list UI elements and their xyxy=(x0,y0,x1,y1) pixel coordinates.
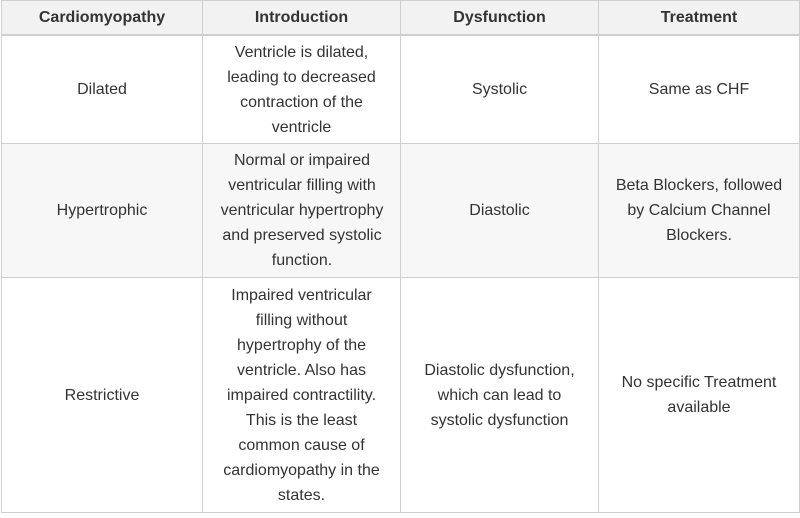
table-row xyxy=(2,35,800,144)
header-cardiomyopathy: Cardiomyopathy xyxy=(2,1,203,36)
cell-introduction xyxy=(203,144,401,278)
cell-introduction xyxy=(203,35,401,144)
cell-dysfunction: Systolic xyxy=(401,35,599,144)
header-introduction: Introduction xyxy=(203,1,401,36)
cell-treatment: Same as CHF xyxy=(599,35,800,144)
treatment-text: No specific Treatment available xyxy=(621,374,777,416)
introduction-text: Impaired ventricular filling without hypertrophy of the ventricle. Also has impaired contractility. This is the least common cause of cardiomyopathy in the states. xyxy=(223,286,380,504)
cell-dysfunction xyxy=(401,278,599,513)
header-row xyxy=(2,1,800,36)
cell-dysfunction: Diastolic xyxy=(401,144,599,278)
cell-type: Restrictive xyxy=(2,278,203,513)
header-treatment: Treatment xyxy=(599,1,800,36)
introduction-text: Ventricle is dilated, leading to decreased contraction of the ventricle xyxy=(227,43,376,136)
cell-introduction xyxy=(203,278,401,513)
table-row xyxy=(2,144,800,278)
table-header xyxy=(2,1,800,36)
header-dysfunction: Dysfunction xyxy=(401,1,599,36)
cardiomyopathy-table xyxy=(1,0,800,513)
table-row xyxy=(2,278,800,513)
cell-treatment xyxy=(599,144,800,278)
table-body xyxy=(2,35,800,513)
cell-type: Hypertrophic xyxy=(2,144,203,278)
introduction-text: Normal or impaired ventricular filling with ventricular hypertrophy and preserved systolic function. xyxy=(220,152,384,269)
treatment-text: Beta Blockers, followed by Calcium Channel Blockers. xyxy=(615,177,783,244)
cell-treatment xyxy=(599,278,800,513)
dysfunction-text: Diastolic dysfunction, which can lead to systolic dysfunction xyxy=(424,361,575,429)
cell-type: Dilated xyxy=(2,35,203,144)
